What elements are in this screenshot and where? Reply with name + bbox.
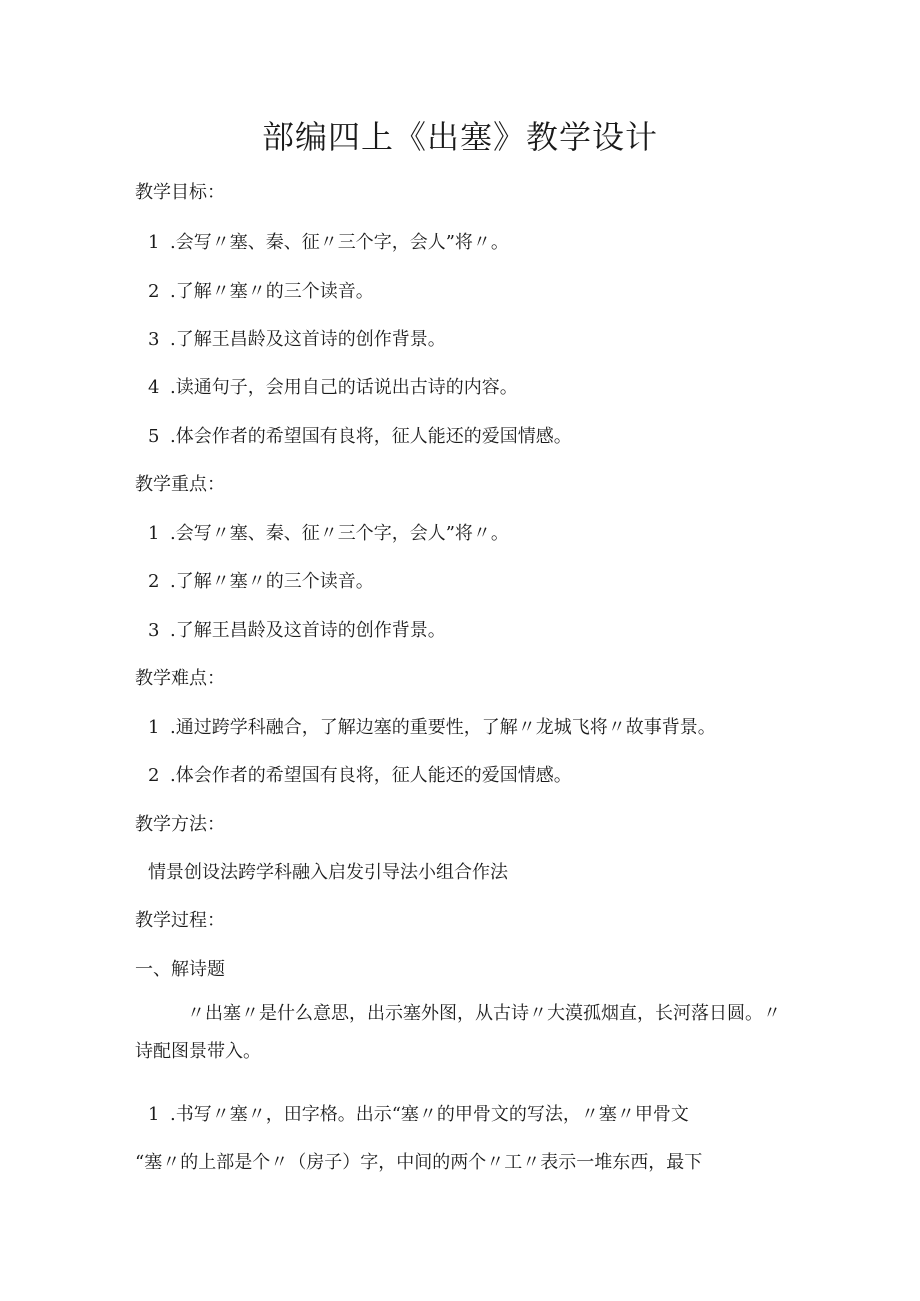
item-text: .书写〃塞〃，田字格。出示“塞〃的甲骨文的写法，〃塞〃甲骨文: [170, 1104, 689, 1125]
key-point-item-2: [148, 567, 374, 593]
methods-heading: 教学方法：: [135, 814, 225, 835]
item-number: 1: [148, 232, 160, 253]
objectives-heading: 教学目标：: [135, 182, 225, 203]
difficulty-item-2: [148, 761, 572, 787]
item-number: 5: [148, 426, 160, 447]
item-number: 1: [148, 1104, 160, 1125]
item-text: .通过跨学科融合，了解边塞的重要性，了解〃龙城飞将〃故事背景。: [170, 717, 716, 738]
item-number: 2: [148, 765, 160, 786]
document-title: 部编四上《出塞》教学设计: [261, 118, 658, 156]
key-point-item-3: [148, 616, 446, 642]
item-number: 3: [148, 620, 160, 641]
objective-item-5: [148, 422, 572, 448]
item-number: 4: [148, 377, 160, 398]
objective-item-3: [148, 325, 446, 351]
difficulties-heading: 教学难点：: [135, 668, 225, 689]
key-point-item-1: [148, 519, 509, 545]
item-number: 1: [148, 523, 160, 544]
process-heading: 教学过程：: [135, 910, 225, 931]
item-text: .了解王昌龄及这首诗的创作背景。: [170, 329, 446, 350]
item-number: 2: [148, 281, 160, 302]
process-item-1: [148, 1100, 689, 1126]
item-number: 1: [148, 717, 160, 738]
item-text: .了解〃塞〃的三个读音。: [170, 281, 374, 302]
item-number: 2: [148, 571, 160, 592]
item-text: .了解〃塞〃的三个读音。: [170, 571, 374, 592]
key-points-heading: 教学重点：: [135, 474, 225, 495]
item-text: .体会作者的希望国有良将，征人能还的爱国情感。: [170, 426, 572, 447]
process-item-1-continued: “塞〃的上部是个〃（房子）字，中间的两个〃工〃表示一堆东西，最下: [135, 1152, 703, 1173]
item-text: .读通句子，会用自己的话说出古诗的内容。: [170, 377, 518, 398]
item-text: .了解王昌龄及这首诗的创作背景。: [170, 620, 446, 641]
section-title: 一、解诗题: [135, 959, 225, 980]
difficulty-item-1: [148, 713, 716, 739]
item-text: .体会作者的希望国有良将，征人能还的爱国情感。: [170, 765, 572, 786]
objective-item-1: [148, 228, 509, 254]
item-text: .会写〃塞、秦、征〃三个字，会人”将〃。: [170, 523, 509, 544]
objective-item-4: [148, 373, 518, 399]
methods-text: 情景创设法跨学科融入启发引导法小组合作法: [148, 862, 508, 883]
objective-item-2: [148, 277, 374, 303]
item-text: .会写〃塞、秦、征〃三个字，会人”将〃。: [170, 232, 509, 253]
process-paragraph: 〃出塞〃是什么意思，出示塞外图，从古诗〃大漠孤烟直，长河落日圆。〃诗配图景带入。: [135, 1003, 781, 1062]
item-number: 3: [148, 329, 160, 350]
